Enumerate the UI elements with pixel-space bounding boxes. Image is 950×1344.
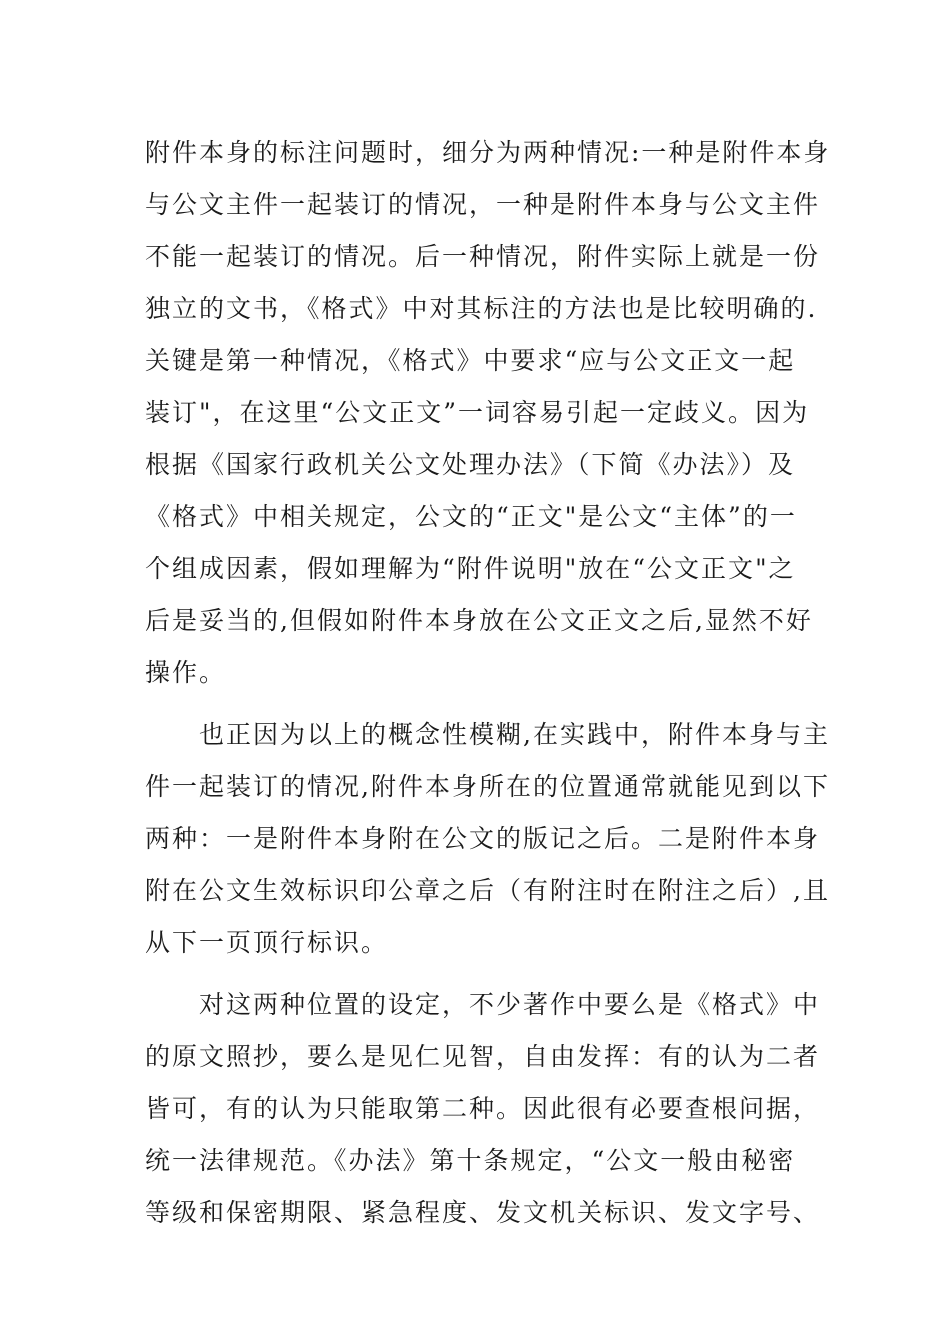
paragraph-spacer bbox=[145, 969, 805, 979]
paragraph-1 bbox=[145, 127, 831, 699]
text-line: 装订"，在这里“公文正文”一词容易引起一定歧义。因为 bbox=[145, 398, 810, 427]
text-line: 的原文照抄，要么是见仁见智，自由发挥：有的认为二者 bbox=[145, 1042, 821, 1071]
text-line: 也正因为以上的概念性模糊,在实践中，附件本身与主 bbox=[145, 720, 830, 749]
text-line: 关键是第一种情况，《格式》中要求“应与公文正文一起 bbox=[145, 346, 796, 375]
text-line: 从下一页顶行标识。 bbox=[145, 928, 389, 957]
text-line: 附件本身的标注问题时，细分为两种情况:一种是附件本身 bbox=[145, 138, 831, 167]
text-line: 皆可，有的认为只能取第二种。因此很有必要查根问据， bbox=[145, 1094, 821, 1123]
text-line: 统一法律规范。《办法》第十条规定，“公文一般由秘密 bbox=[145, 1146, 796, 1175]
text-line: 《格式》中相关规定，公文的“正文"是公文“主体”的一 bbox=[145, 502, 797, 531]
text-line: 操作。 bbox=[145, 658, 227, 687]
text-line: 个组成因素，假如理解为“附件说明"放在“公文正文"之 bbox=[145, 554, 796, 583]
text-line: 等级和保密期限、紧急程度、发文机关标识、发文字号、 bbox=[145, 1198, 821, 1227]
text-line: 与公文主件一起装订的情况，一种是附件本身与公文主件 bbox=[145, 190, 821, 219]
text-line: 不能一起装订的情况。后一种情况，附件实际上就是一份 bbox=[145, 242, 821, 271]
paragraph-3 bbox=[145, 979, 821, 1239]
text-line: 附在公文生效标识印公章之后（有附注时在附注之后）,且 bbox=[145, 876, 830, 905]
text-line: 对这两种位置的设定，不少著作中要么是《格式》中 bbox=[145, 990, 821, 1019]
body-text bbox=[145, 127, 831, 1239]
text-line: 独立的文书，《格式》中对其标注的方法也是比较明确的. bbox=[145, 294, 818, 323]
text-line: 件一起装订的情况,附件本身所在的位置通常就能见到以下 bbox=[145, 772, 830, 801]
text-line: 两种：一是附件本身附在公文的版记之后。二是附件本身 bbox=[145, 824, 821, 853]
text-line: 根据《国家行政机关公文处理办法》（下简《办法》）及 bbox=[145, 450, 796, 479]
paragraph-2 bbox=[145, 709, 830, 969]
paragraph-spacer bbox=[145, 699, 805, 709]
text-line: 后是妥当的,但假如附件本身放在公文正文之后,显然不好 bbox=[145, 606, 813, 635]
